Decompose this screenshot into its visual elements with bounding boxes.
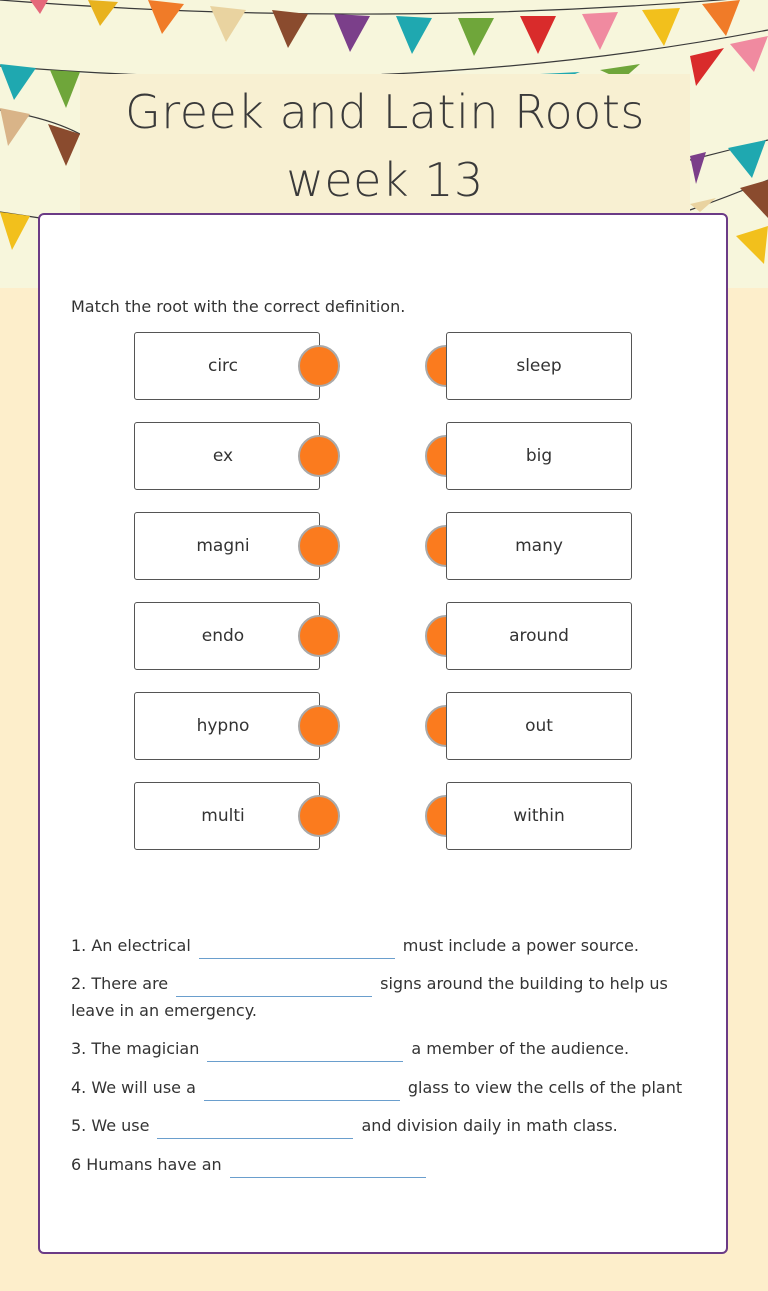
root-box [134, 332, 320, 400]
root-box [134, 422, 320, 490]
answer-blank[interactable] [199, 934, 395, 959]
sentence-6 [71, 1151, 711, 1178]
definition-box [446, 332, 632, 400]
root-box [134, 512, 320, 580]
sentence-5 [71, 1112, 711, 1139]
sentence-text-after: a member of the audience. [411, 1039, 630, 1058]
definition-label: around [509, 626, 569, 646]
sentence-4 [71, 1074, 711, 1101]
sentence-text-before: 4. We will use a [71, 1078, 196, 1097]
matching-instruction: Match the root with the correct definition. [71, 297, 406, 316]
root-label: endo [201, 626, 245, 646]
sentence-2 [71, 970, 711, 1024]
definition-box [446, 602, 632, 670]
sentence-text-before: 6 Humans have an [71, 1155, 222, 1174]
definition-label: big [525, 446, 553, 466]
root-label: circ [207, 356, 239, 376]
sentence-1 [71, 932, 711, 959]
answer-blank[interactable] [176, 972, 372, 997]
sentence-text-after: glass to view the cells of the plant [407, 1078, 683, 1097]
root-connector-dot[interactable] [298, 795, 340, 837]
root-connector-dot[interactable] [298, 525, 340, 567]
definition-box [446, 422, 632, 490]
root-box [134, 602, 320, 670]
sentence-text-before: 5. We use [71, 1116, 150, 1135]
root-connector-dot[interactable] [298, 435, 340, 477]
title-line-1: Greek and Latin Roots [125, 85, 645, 139]
answer-blank[interactable] [157, 1114, 353, 1139]
definition-label: out [525, 716, 553, 736]
root-connector-dot[interactable] [298, 345, 340, 387]
sentence-text-after: must include a power source. [402, 936, 639, 955]
root-label: magni [196, 536, 250, 556]
root-label: hypno [196, 716, 250, 736]
root-connector-dot[interactable] [298, 705, 340, 747]
answer-blank[interactable] [204, 1076, 400, 1101]
sentence-text-before: 3. The magician [71, 1039, 200, 1058]
definition-label: sleep [516, 356, 562, 376]
definition-box [446, 692, 632, 760]
root-label: multi [201, 806, 245, 826]
sentence-text-before: 2. There are [71, 974, 169, 993]
root-connector-dot[interactable] [298, 615, 340, 657]
sentence-text-after: signs around the building to help us leave in an emergency. [71, 974, 668, 1020]
definition-label: many [515, 536, 563, 556]
title-line-2: week 13 [286, 153, 484, 207]
page-title [80, 78, 690, 214]
sentence-text-after: and division daily in math class. [361, 1116, 618, 1135]
answer-blank[interactable] [230, 1153, 426, 1178]
sentence-text-before: 1. An electrical [71, 936, 191, 955]
root-box [134, 782, 320, 850]
definition-label: within [513, 806, 565, 826]
sentence-3 [71, 1035, 711, 1062]
answer-blank[interactable] [207, 1037, 403, 1062]
definition-box [446, 512, 632, 580]
definition-box [446, 782, 632, 850]
root-box [134, 692, 320, 760]
root-label: ex [212, 446, 234, 466]
